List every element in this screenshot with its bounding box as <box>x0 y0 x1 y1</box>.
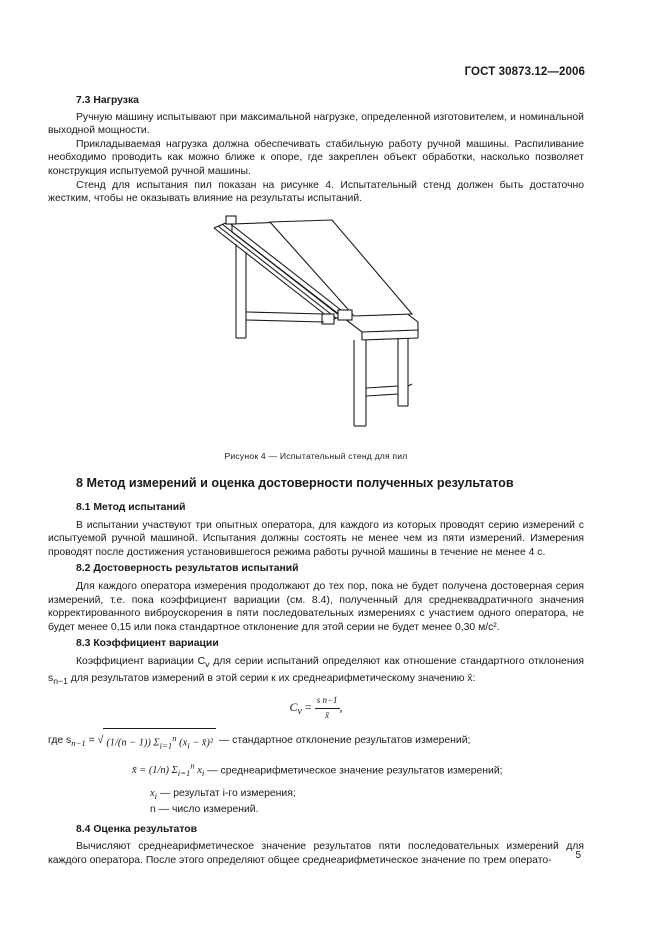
formula-sd-radicand: (1/(n − 1)) $\Sigma_{i=1}^n$ ($x_i$ − x̄)² <box>103 728 216 753</box>
formula-mean-description: — среднеарифметическое значение результатов измерений; <box>204 765 503 777</box>
formula-cv <box>48 694 584 722</box>
page-number: 5 <box>575 850 581 861</box>
section-7-3-paragraph-2: Прикладываемая нагрузка должна обеспечивать стабильную работу ручной машины. Распиливание необходимо проводить как можно ближе к опоре, где закреплен объект обработки, насколько позволяет конструкция испытуемой ручной машины. <box>48 138 584 177</box>
where-sub: n−1 <box>71 738 86 749</box>
section-8-4-heading: 8.4 Оценка результатов <box>76 823 198 835</box>
cv-text-b: для серии испытаний определяют как отношение стандартного отклонения s <box>48 655 585 684</box>
section-8-4-paragraph: Вычисляют среднеарифметическое значение результатов пяти последовательных измерений для каждого оператора. После этого определяют общее среднеарифметическое значение по трем операто- <box>48 841 584 866</box>
formula-sd-expression: = √ (1/(n − 1)) $\Sigma_{i=1}^n$ ($x_i$ − x̄)² <box>89 735 216 746</box>
formula-cv-fraction <box>315 694 340 722</box>
section-7-3-paragraph-1: Ручную машину испытывают при максимальной нагрузке, определенной изготовителем, и номинальной выходной мощности. <box>48 111 584 137</box>
formula-xi-description: — результат i-го измерения; <box>157 787 296 799</box>
section-7-3-paragraph-3: Стенд для испытания пил показан на рисунке 4. Испытательный стенд должен быть достаточно жестким, чтобы не оказывать влияние на результаты испытаний. <box>48 179 584 205</box>
section-7-3-heading: 7.3 Нагрузка <box>76 95 139 106</box>
formula-cv-equals: = <box>304 700 312 715</box>
section-8-2-paragraph: Для каждого оператора измерения продолжают до тех пор, пока не будет получена достоверная серия измерений, т.е. пока коэффициент вариации (см. 8.4), полученный для среднеквадратичного значения корректированного виброускорения в пяти последовательных измерениях с участием одного оператора, не будет менее 0,15 или пока стандартное отклонение для этой серии не будет менее 0,30 м/с². <box>48 580 584 633</box>
cv-text-a-sub: v <box>205 658 210 669</box>
formula-xi-line <box>48 787 584 803</box>
section-8-heading: 8 Метод измерений и оценка достоверности полученных результатов <box>76 476 514 491</box>
document-header: ГОСТ 30873.12—2006 <box>464 66 585 78</box>
where-prefix: где s <box>48 735 72 747</box>
figure-4-caption: Рисунок 4 — Испытательный стенд для пил <box>224 450 408 461</box>
section-8-2-heading: 8.2 Достоверность результатов испытаний <box>76 563 299 575</box>
formula-cv-sub: v <box>297 706 302 718</box>
cv-text-b-sub: n−1 <box>53 675 68 686</box>
formula-cv-comma: , <box>339 700 343 715</box>
formula-n-line: n — число измерений. <box>150 803 259 815</box>
formula-mean-line <box>48 759 584 781</box>
section-8-1-heading: 8.1 Метод испытаний <box>76 501 186 513</box>
formula-sd-line <box>48 728 584 753</box>
formula-cv-denominator: x̄ <box>325 709 330 720</box>
test-stand-drawing <box>212 214 424 436</box>
formula-cv-numerator: s n−1 <box>315 694 340 709</box>
section-8-3-heading: 8.3 Коэффициент вариации <box>76 638 219 650</box>
formula-sd-description: — стандартное отклонение результатов измерений; <box>216 735 471 747</box>
page-content <box>48 94 584 867</box>
cv-text-c: для результатов измерений в этой серии к их среднеарифметическому значению x̄: <box>67 672 476 684</box>
section-8-3-paragraph <box>48 655 584 688</box>
formula-mean-expression: x̄ = (1/n) $\Sigma_{i=1}^n$ $x_i$ <box>132 760 205 779</box>
cv-text-a: Коэффициент вариации C <box>76 655 206 667</box>
formula-xi-symbol: $x_i$ <box>150 787 158 801</box>
section-8-1-paragraph: В испытании участвуют три опытных оператора, для каждого из которых проводят серию измерений с испытуемой ручной машиной. Испытания должны состоять не менее чем из пяти измерений. Измерения проводят после достижения установившегося режима работы ручной машины в течение не менее 4 с. <box>48 519 584 558</box>
formula-cv-lhs: C <box>289 700 298 715</box>
figure-4 <box>48 214 584 442</box>
